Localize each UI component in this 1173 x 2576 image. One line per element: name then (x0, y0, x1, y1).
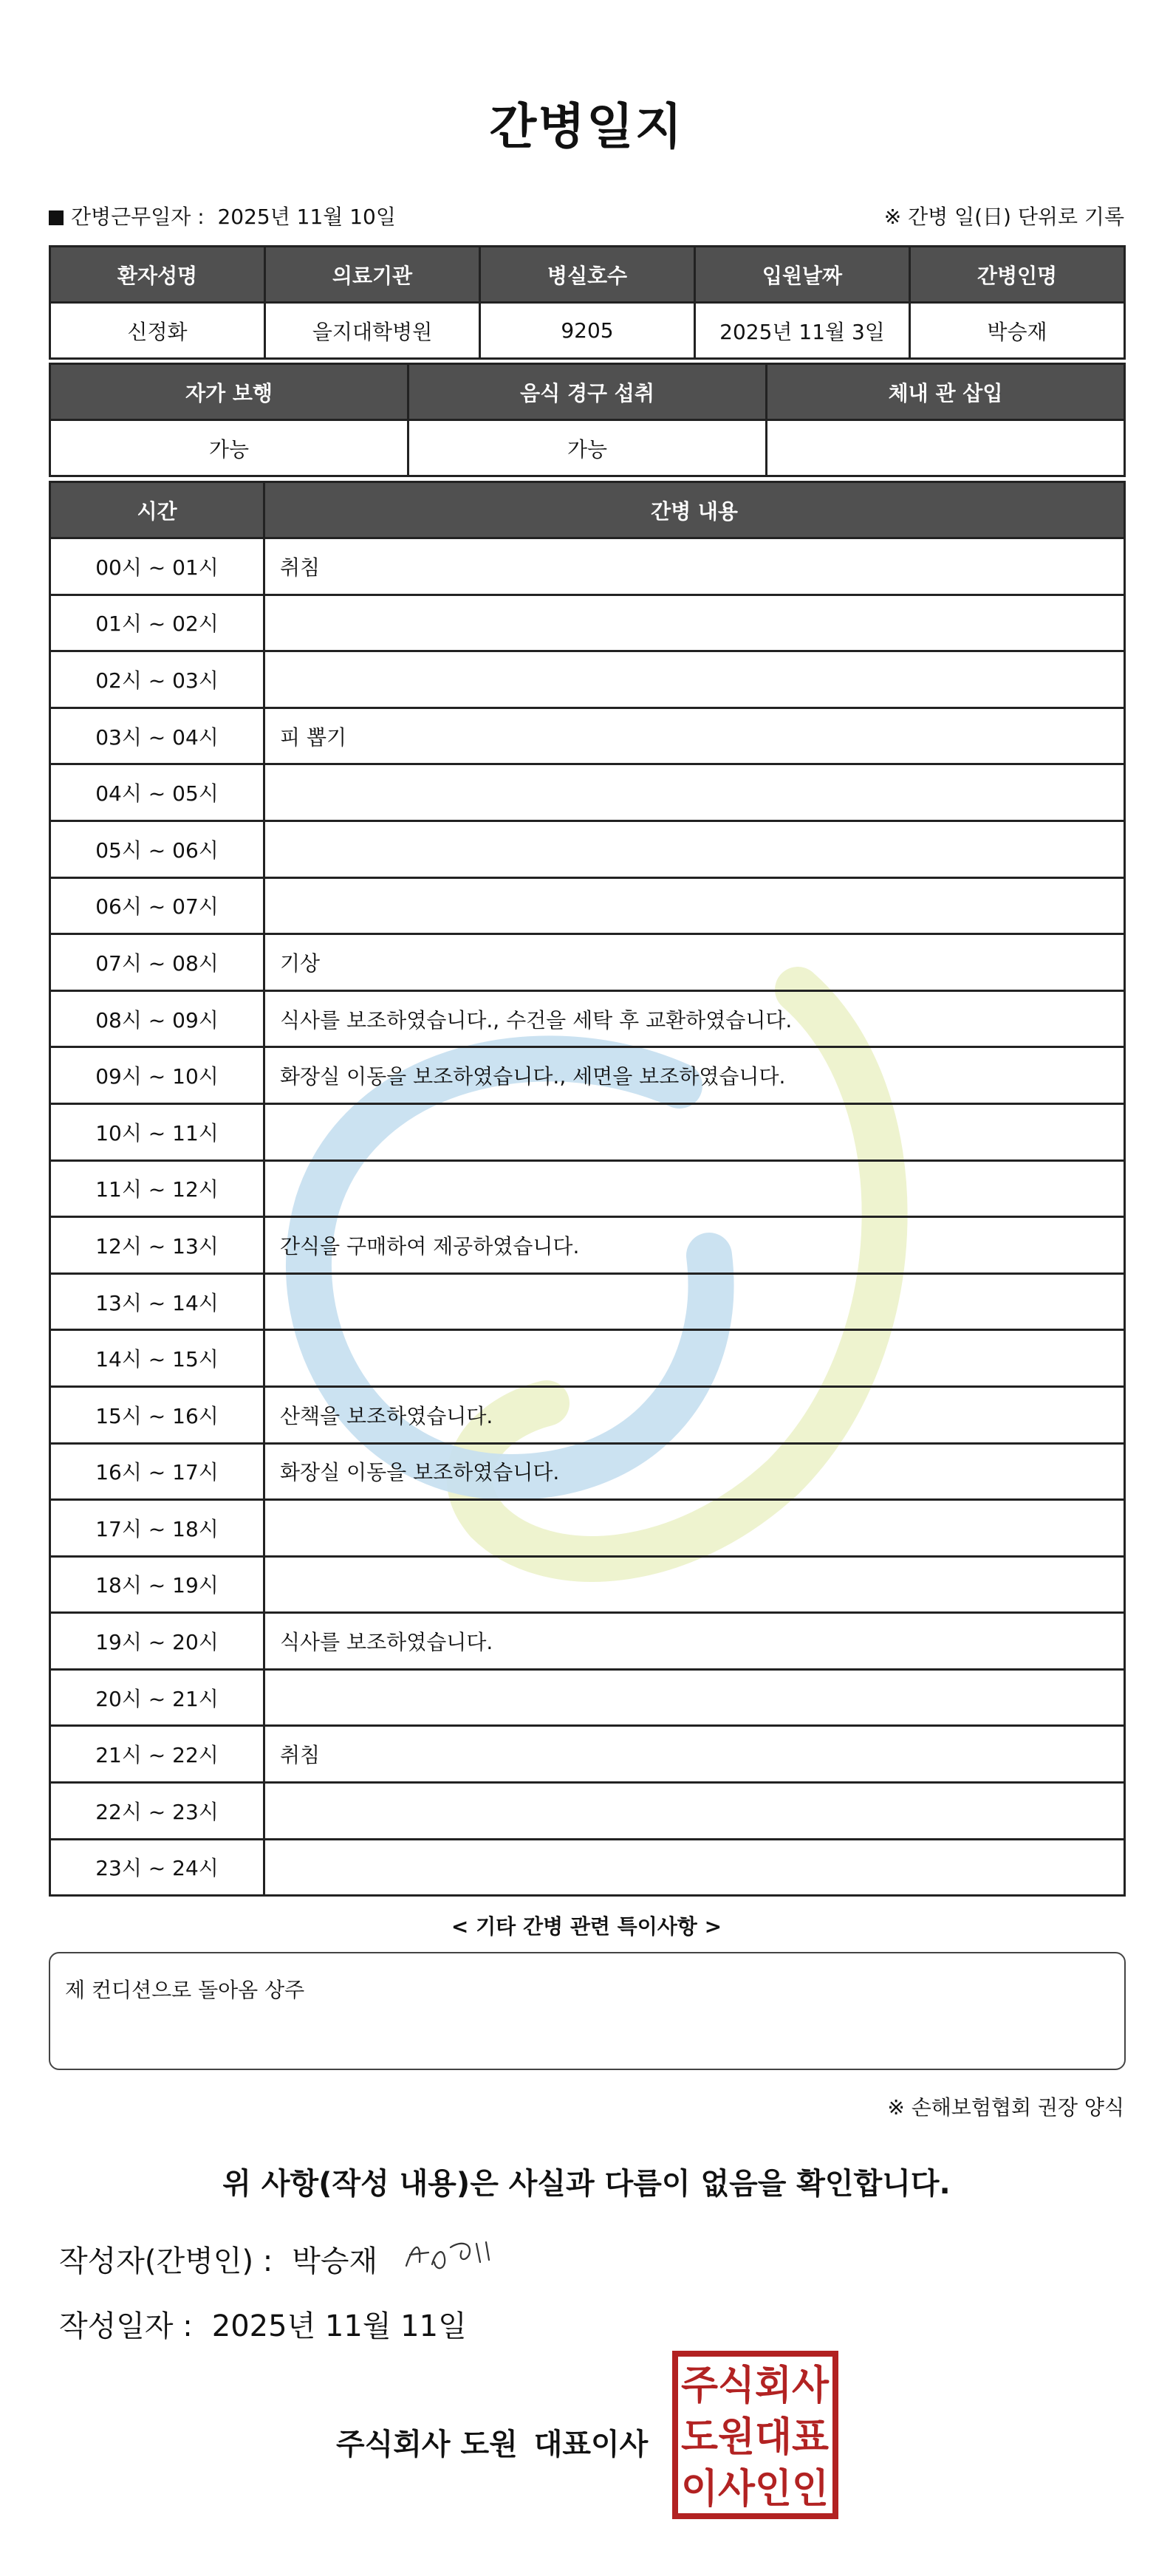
content-cell (264, 1500, 1125, 1557)
written-date-label: 작성일자 : (59, 2309, 193, 2343)
time-cell: 18시 ~ 19시 (50, 1556, 264, 1613)
time-cell: 01시 ~ 02시 (50, 595, 264, 651)
writer-label: 작성자(간병인) : (59, 2244, 273, 2278)
time-cell: 00시 ~ 01시 (50, 538, 264, 595)
content-cell: 화장실 이동을 보조하였습니다., 세면을 보조하였습니다. (264, 1047, 1125, 1104)
header-tube-insertion: 체내 관 삽입 (767, 364, 1125, 420)
time-cell: 07시 ~ 08시 (50, 934, 264, 991)
content-cell (264, 1103, 1125, 1160)
table-row (50, 1669, 1125, 1726)
written-date-value: 2025년 11월 11일 (211, 2309, 467, 2343)
table-row (50, 1386, 1125, 1443)
content-cell: 취침 (264, 1726, 1125, 1783)
table-row (50, 1556, 1125, 1613)
content-cell: 기상 (264, 934, 1125, 991)
hospital-name: 을지대학병원 (265, 303, 480, 359)
self-walking-value: 가능 (50, 420, 408, 476)
time-cell: 04시 ~ 05시 (50, 764, 264, 821)
content-cell (264, 1839, 1125, 1896)
time-cell: 06시 ~ 07시 (50, 877, 264, 934)
time-cell: 17시 ~ 18시 (50, 1500, 264, 1557)
table-row (50, 1500, 1125, 1557)
time-cell: 14시 ~ 15시 (50, 1330, 264, 1387)
content-cell (264, 651, 1125, 708)
patient-status-table (49, 363, 1126, 477)
seal-line: 이사인인 (681, 2465, 829, 2512)
room-number: 9205 (480, 303, 695, 359)
table-row (50, 1160, 1125, 1217)
content-cell (264, 1160, 1125, 1217)
table-row (50, 1839, 1125, 1896)
time-cell: 02시 ~ 03시 (50, 651, 264, 708)
table-row (50, 821, 1125, 877)
content-cell (264, 1783, 1125, 1840)
status-header-row (50, 364, 1125, 420)
content-cell (264, 821, 1125, 877)
content-cell: 식사를 보조하였습니다., 수건을 세탁 후 교환하였습니다. (264, 990, 1125, 1047)
table-row (50, 1783, 1125, 1840)
form-source-note: ※ 손해보험협회 권장 양식 (887, 2095, 1124, 2120)
special-notes-title: < 기타 간병 관련 특이사항 > (451, 1914, 722, 1939)
table-row (50, 1443, 1125, 1500)
time-cell: 20시 ~ 21시 (50, 1669, 264, 1726)
table-row (50, 1217, 1125, 1274)
caregiver-name: 박승재 (910, 303, 1125, 359)
table-row (50, 1330, 1125, 1387)
work-date-label: 간병근무일자 : (71, 205, 205, 229)
hourly-log-table (49, 481, 1126, 1897)
time-cell: 05시 ~ 06시 (50, 821, 264, 877)
time-cell: 10시 ~ 11시 (50, 1103, 264, 1160)
table-row (50, 1047, 1125, 1104)
time-cell: 09시 ~ 10시 (50, 1047, 264, 1104)
time-cell: 12시 ~ 13시 (50, 1217, 264, 1274)
content-cell: 화장실 이동을 보조하였습니다. (264, 1443, 1125, 1500)
special-notes-box (49, 1952, 1126, 2070)
status-value-row (50, 420, 1125, 476)
content-cell (264, 595, 1125, 651)
header-patient-name: 환자성명 (50, 247, 265, 303)
seal-line: 주식회사 (681, 2362, 830, 2408)
time-cell: 23시 ~ 24시 (50, 1839, 264, 1896)
header-room-number: 병실호수 (480, 247, 695, 303)
header-care-content: 간병 내용 (264, 482, 1125, 538)
company-seal-stamp (672, 2351, 838, 2519)
table-row (50, 990, 1125, 1047)
header-admission-date: 입원날짜 (695, 247, 910, 303)
writer-row (59, 2238, 377, 2280)
company-name: 주식회사 도원 (336, 2428, 518, 2462)
content-cell: 간식을 구매하여 제공하였습니다. (264, 1217, 1125, 1274)
patient-info-header-row (50, 247, 1125, 303)
record-unit-note: ※ 간병 일(日) 단위로 기록 (883, 205, 1124, 229)
header-hospital: 의료기관 (265, 247, 480, 303)
work-date-row (49, 201, 396, 230)
patient-info-table (49, 245, 1126, 360)
header-caregiver-name: 간병인명 (910, 247, 1125, 303)
header-time: 시간 (50, 482, 264, 538)
patient-info-value-row (50, 303, 1125, 359)
company-signature-line (336, 2421, 648, 2463)
writer-name: 박승재 (292, 2244, 378, 2278)
patient-name: 신정화 (50, 303, 265, 359)
table-row (50, 595, 1125, 651)
table-row (50, 934, 1125, 991)
table-row (50, 1613, 1125, 1670)
content-cell (264, 1669, 1125, 1726)
table-row (50, 538, 1125, 595)
content-cell: 피 뽑기 (264, 708, 1125, 764)
time-cell: 13시 ~ 14시 (50, 1273, 264, 1330)
time-cell: 08시 ~ 09시 (50, 990, 264, 1047)
time-cell: 21시 ~ 22시 (50, 1726, 264, 1783)
handwritten-signature (399, 2229, 510, 2281)
time-cell: 03시 ~ 04시 (50, 708, 264, 764)
content-cell: 식사를 보조하였습니다. (264, 1613, 1125, 1670)
confirmation-statement: 위 사항(작성 내용)은 사실과 다름이 없음을 확인합니다. (222, 2167, 951, 2201)
content-cell (264, 764, 1125, 821)
page-title: 간병일지 (489, 98, 684, 155)
oral-intake-value: 가능 (408, 420, 767, 476)
log-header-row (50, 482, 1125, 538)
time-cell: 15시 ~ 16시 (50, 1386, 264, 1443)
content-cell (264, 1273, 1125, 1330)
header-oral-intake: 음식 경구 섭취 (408, 364, 767, 420)
table-row (50, 764, 1125, 821)
seal-line: 도원대표 (681, 2414, 829, 2460)
table-row (50, 877, 1125, 934)
square-bullet-icon (49, 210, 64, 225)
time-cell: 16시 ~ 17시 (50, 1443, 264, 1500)
time-cell: 11시 ~ 12시 (50, 1160, 264, 1217)
table-row (50, 1726, 1125, 1783)
content-cell: 취침 (264, 538, 1125, 595)
table-row (50, 1103, 1125, 1160)
table-row (50, 708, 1125, 764)
content-cell (264, 1556, 1125, 1613)
header-self-walking: 자가 보행 (50, 364, 408, 420)
time-cell: 22시 ~ 23시 (50, 1783, 264, 1840)
content-cell: 산책을 보조하였습니다. (264, 1386, 1125, 1443)
admission-date: 2025년 11월 3일 (695, 303, 910, 359)
written-date-row (59, 2303, 467, 2345)
content-cell (264, 877, 1125, 934)
work-date-value: 2025년 11월 10일 (217, 205, 396, 229)
table-row (50, 1273, 1125, 1330)
tube-insertion-value (767, 420, 1125, 476)
company-representative: 대표이사 (533, 2428, 649, 2462)
special-notes-text: 제 컨디션으로 돌아옴 상주 (65, 1978, 305, 2002)
content-cell (264, 1330, 1125, 1387)
table-row (50, 651, 1125, 708)
time-cell: 19시 ~ 20시 (50, 1613, 264, 1670)
